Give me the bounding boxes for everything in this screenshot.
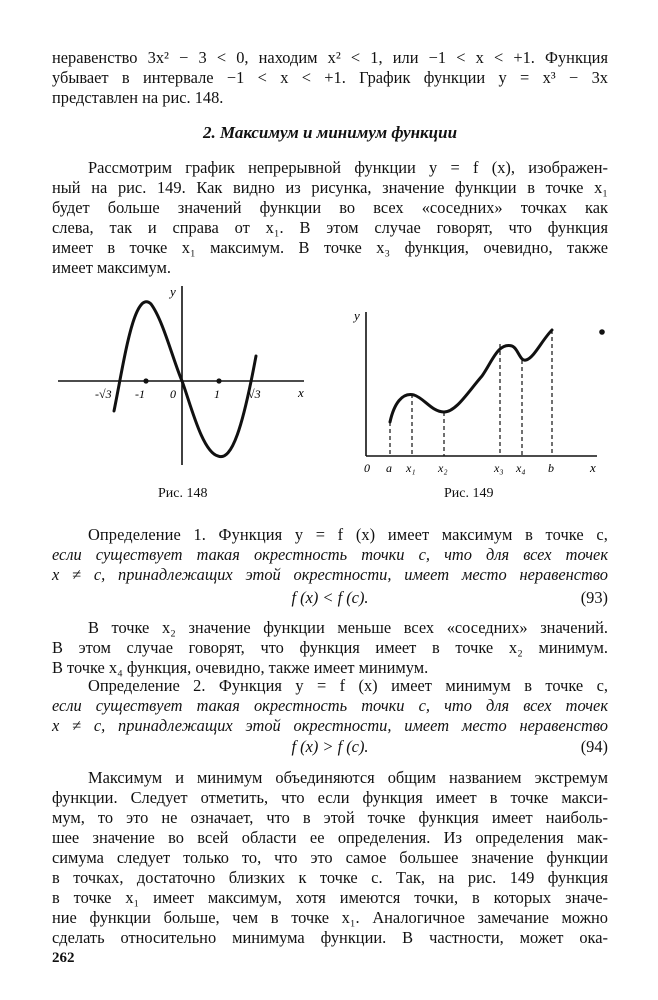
x-axis-label: x xyxy=(590,460,596,475)
text-line: неравенство 3x² − 3 < 0, находим x² < 1, или −1 < x < +1. Функция xyxy=(52,48,608,67)
tick-label: b xyxy=(548,461,554,475)
text-line: функции. Следует отметить, что если функция имеет в точке макси- xyxy=(52,788,608,807)
definition-line: x ≠ c, принадлежащих этой окрестности, имеет место неравенство xyxy=(52,565,608,584)
text-line: имеет максимум. xyxy=(52,258,171,277)
tick-label: 0 xyxy=(170,387,176,401)
equation-formula: f (x) > f (c). xyxy=(291,737,369,756)
tick-label: a xyxy=(386,461,392,475)
text-line: ный на рис. 149. Как видно из рисунка, значение функции в точке x₁ xyxy=(52,178,608,197)
text-line: в точках, достаточно близких к точке c. Так, на рис. 149 функция xyxy=(52,868,608,887)
text-line: в точке x₁ имеет максимум, хотя имеются точки, в которых значе- xyxy=(52,888,608,907)
page-number: 262 xyxy=(52,950,75,966)
text-line: Максимум и минимум объединяются общим названием экстремум xyxy=(88,768,608,787)
text-line: мум, то это не означает, что в этой точке функция имеет наиболь- xyxy=(52,808,608,827)
tick-label: x₂ xyxy=(438,461,448,475)
equation-number: (93) xyxy=(580,588,608,607)
cubic-curve xyxy=(114,302,256,457)
tick-label: 0 xyxy=(364,461,370,475)
figure-149-caption: Рис. 149 xyxy=(444,486,494,501)
text-line: В точке x₂ значение функции меньше всех «соседних» значений. xyxy=(88,618,608,637)
tick-label: √3 xyxy=(248,387,261,401)
text-line: слева, так и справа от x₁. В этом случае говорят, что функция xyxy=(52,218,608,237)
text-line: имеет в точке x₁ максимум. В точке x₃ функция, очевидно, также xyxy=(52,238,608,257)
tick-label: -1 xyxy=(135,387,145,401)
definition-line: если существует такая окрестность точки c, что для всех точек xyxy=(52,696,608,715)
text-line: В этом случае говорят, что функция имеет в точке x₂ минимум. xyxy=(52,638,608,657)
equation-number: (94) xyxy=(580,737,608,756)
text-line: ние функции больше, чем в точке x₁. Аналогичное замечание можно xyxy=(52,908,608,927)
figure-148-graph xyxy=(52,280,312,475)
tick-label: x₁ xyxy=(406,461,416,475)
tick-dot xyxy=(143,378,148,383)
y-axis-label: y xyxy=(354,308,360,323)
figure-149-graph xyxy=(352,296,612,478)
text-line: представлен на рис. 148. xyxy=(52,88,224,107)
figure-148-caption: Рис. 148 xyxy=(158,486,208,501)
tick-label: 1 xyxy=(214,387,220,401)
tick-label: x₃ xyxy=(494,461,504,475)
tick-dot xyxy=(216,378,221,383)
definition-line: Определение 2. Функция y = f (x) имеет минимум в точке c, xyxy=(88,676,608,695)
definition-line: x ≠ c, принадлежащих этой окрестности, имеет место неравенство xyxy=(52,716,608,735)
text-line: симума следует только то, что это самое большее значение функции xyxy=(52,848,608,867)
ink-dot xyxy=(599,329,605,335)
section-heading: 2. Максимум и минимум функции xyxy=(202,123,458,142)
definition-line: если существует такая окрестность точки c, что для всех точек xyxy=(52,545,608,564)
text-line: будет больше значений функции во всех «соседних» точках как xyxy=(52,198,608,217)
text-line: сделать относительно минимума функции. В частности, может ока- xyxy=(52,928,608,947)
tick-label: x₄ xyxy=(516,461,526,475)
text-line: убывает в интервале −1 < x < +1. График функции y = x³ − 3x xyxy=(52,68,608,87)
text-line: Рассмотрим график непрерывной функции y = f (x), изображен- xyxy=(88,158,608,177)
y-axis-label: y xyxy=(170,284,176,299)
function-curve xyxy=(390,330,552,422)
text-line: В точке x₄ функция, очевидно, также имеет минимум. xyxy=(52,658,429,677)
equation-formula: f (x) < f (c). xyxy=(291,588,369,607)
tick-label: -√3 xyxy=(95,387,112,401)
text-line: шее значение во всей области ее определения. Из определения мак- xyxy=(52,828,608,847)
x-axis-label: x xyxy=(298,385,304,400)
definition-line: Определение 1. Функция y = f (x) имеет максимум в точке c, xyxy=(88,525,608,544)
